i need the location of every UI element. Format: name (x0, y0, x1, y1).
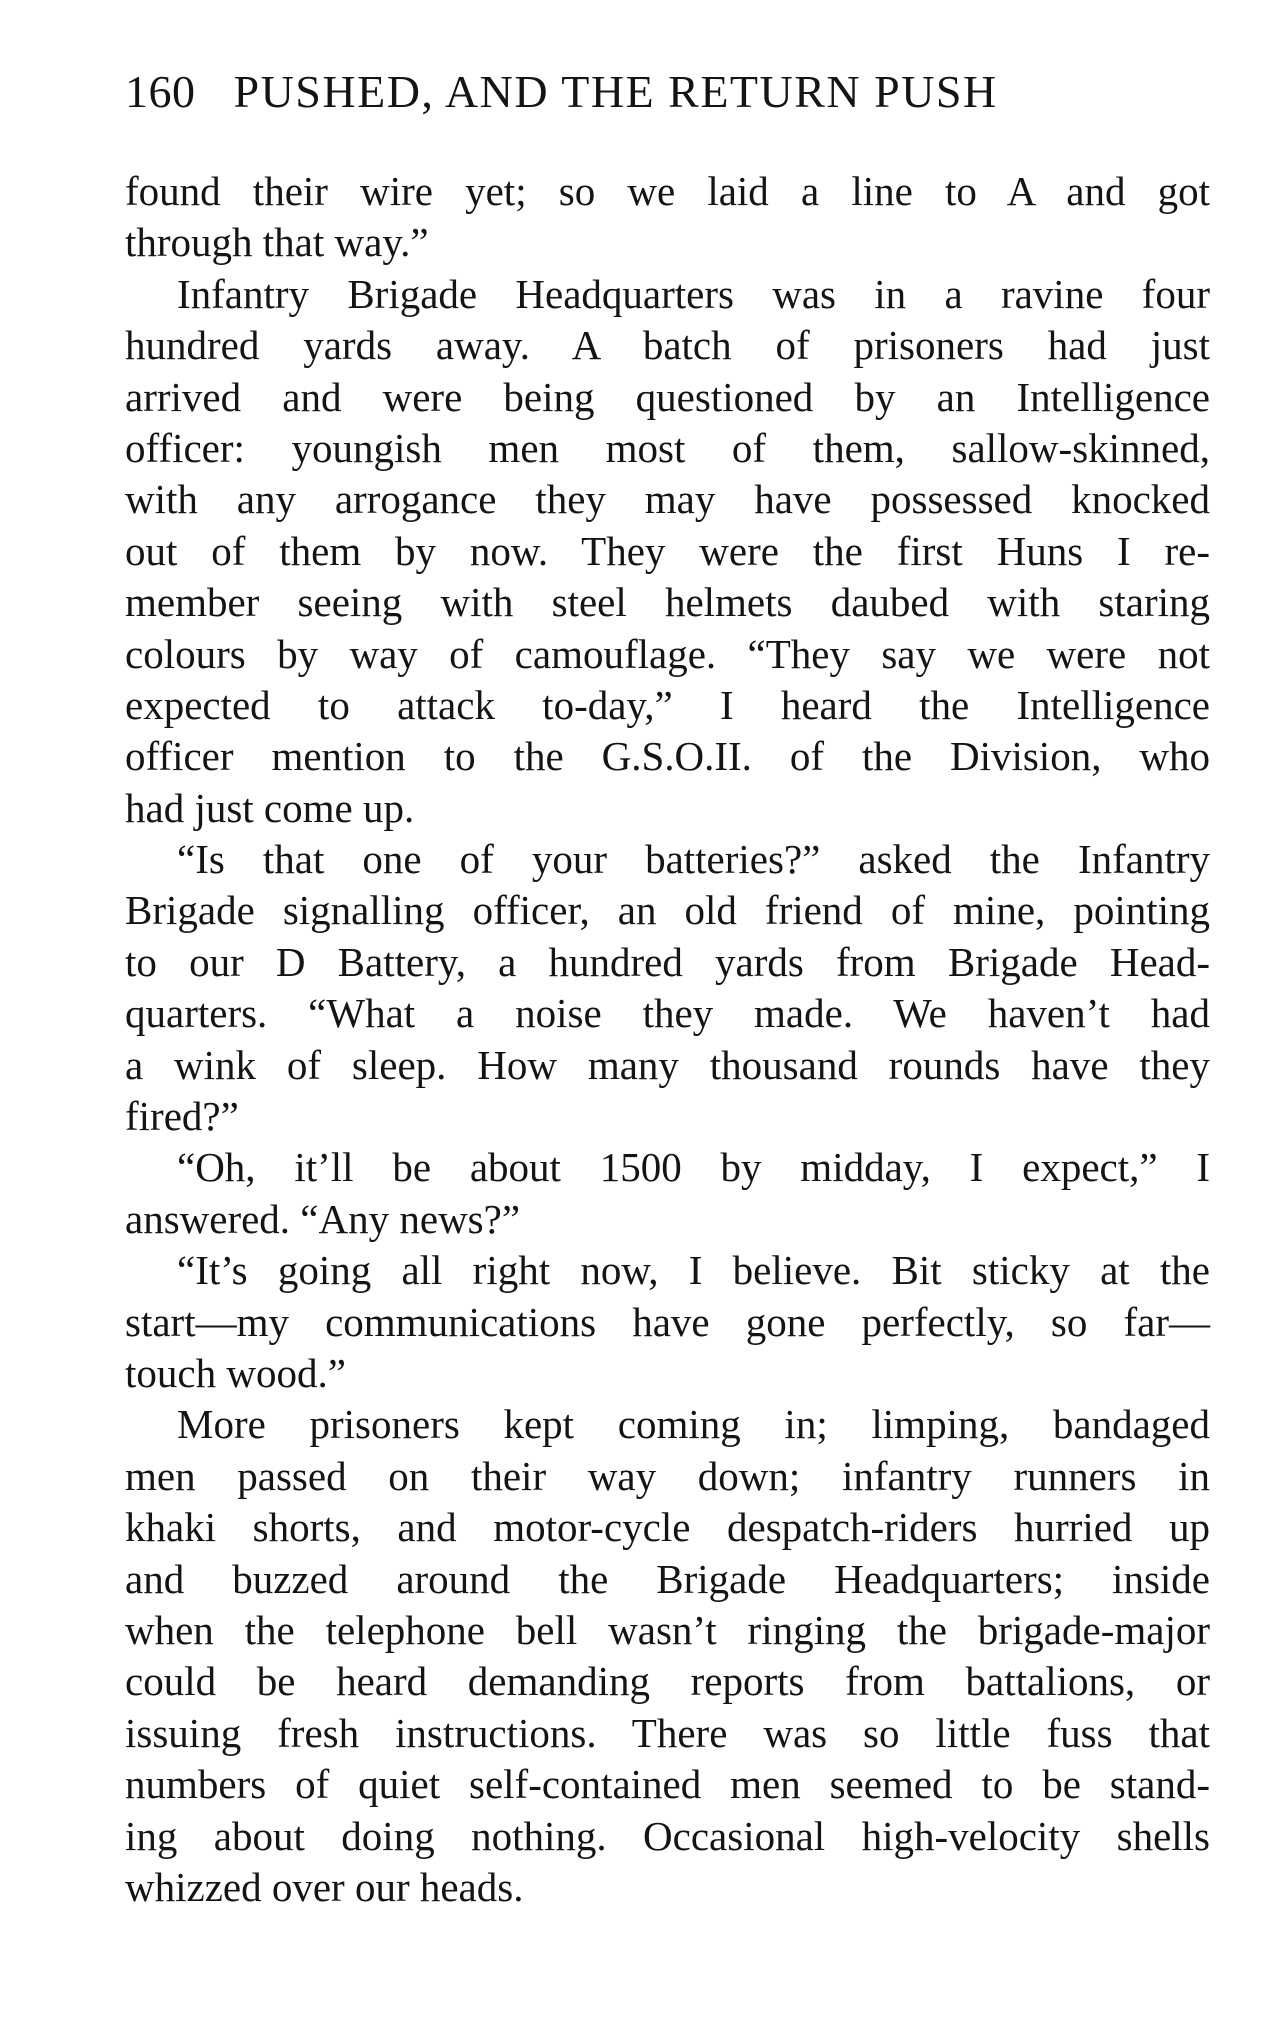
text-line: “It’s going all right now, I believe. Bit sticky at the (177, 1247, 1210, 1294)
text-line: fired?” (125, 1093, 239, 1140)
text-line: ing about doing nothing. Occasional high-velocity shells (125, 1812, 1210, 1859)
text-line: had just come up. (125, 784, 415, 831)
running-head (125, 62, 1165, 122)
text-line: khaki shorts, and motor-cycle despatch-riders hurried up (125, 1504, 1210, 1551)
text-line: men passed on their way down; infantry runners in (125, 1452, 1210, 1499)
text-line: answered. “Any news?” (125, 1195, 521, 1242)
text-line: out of them by now. They were the first Huns I re- (125, 527, 1210, 574)
text-line: through that way.” (125, 219, 429, 266)
text-line: to our D Battery, a hundred yards from Brigade Head- (125, 938, 1210, 985)
text-line: issuing fresh instructions. There was so little fuss that (125, 1709, 1210, 1756)
text-line: found their wire yet; so we laid a line to A and got (125, 168, 1210, 214)
text-line: start—my communications have gone perfectly, so far— (125, 1298, 1210, 1345)
text-line: touch wood.” (125, 1349, 346, 1396)
text-line: “Oh, it’ll be about 1500 by midday, I expect,” I (177, 1144, 1210, 1191)
text-line: More prisoners kept coming in; limping, bandaged (177, 1401, 1210, 1448)
text-line: member seeing with steel helmets daubed with staring (125, 579, 1210, 626)
page-number: 160 (125, 66, 196, 117)
text-line: Infantry Brigade Headquarters was in a ravine four (177, 270, 1210, 317)
text-line: officer mention to the G.S.O.II. of the Division, who (125, 733, 1210, 780)
text-line: a wink of sleep. How many thousand rounds have they (125, 1041, 1210, 1088)
text-line: whizzed over our heads. (125, 1863, 524, 1910)
text-line: with any arrogance they may have possessed knocked (125, 476, 1210, 523)
text-line: could be heard demanding reports from battalions, or (125, 1658, 1210, 1705)
chapter-title: PUSHED, AND THE RETURN PUSH (233, 66, 998, 117)
text-line: Brigade signalling officer, an old friend of mine, pointing (125, 887, 1210, 934)
text-line: arrived and were being questioned by an Intelligence (125, 373, 1210, 420)
text-line: officer: youngish men most of them, sallow-skinned, (125, 424, 1210, 471)
text-line: quarters. “What a noise they made. We haven’t had (125, 990, 1210, 1037)
text-line: expected to attack to-day,” I heard the Intelligence (125, 681, 1210, 728)
text-line: hundred yards away. A batch of prisoners had just (125, 322, 1210, 369)
text-line: and buzzed around the Brigade Headquarters; inside (125, 1555, 1210, 1602)
text-line: when the telephone bell wasn’t ringing the brigade-major (125, 1606, 1210, 1653)
text-line: colours by way of camouflage. “They say we were not (125, 630, 1210, 677)
text-line: “Is that one of your batteries?” asked the Infantry (177, 836, 1210, 883)
text-line: numbers of quiet self-contained men seemed to be stand- (125, 1761, 1210, 1808)
body-text (125, 166, 1210, 1913)
